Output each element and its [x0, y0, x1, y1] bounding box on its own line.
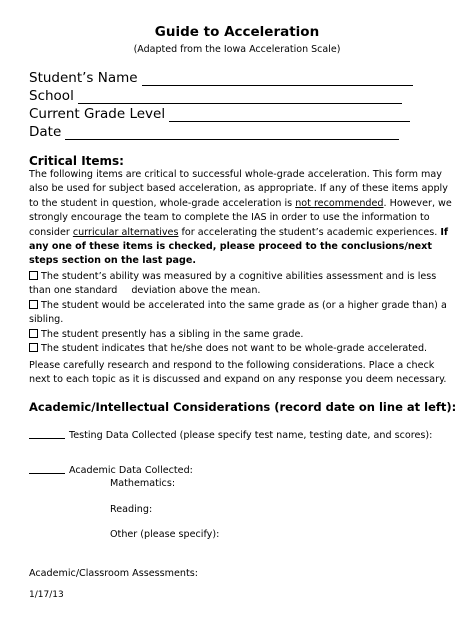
testing-data-row: [29, 429, 432, 441]
intro-text: . However, we: [383, 197, 452, 209]
academic-date-line[interactable]: [29, 464, 65, 474]
intro-line: also be used for subject based acceleration, as appropriate. If any of these items apply: [29, 183, 448, 195]
checklist-item: [29, 342, 447, 356]
date-label: Date: [29, 124, 62, 140]
checklist-item: [29, 270, 447, 284]
checkbox[interactable]: [29, 271, 38, 280]
classroom-assessments-label: Academic/Classroom Assessments:: [29, 568, 198, 579]
intro-line: [29, 226, 447, 240]
testing-data-label: Testing Data Collected (please specify test name, testing date, and scores):: [69, 430, 433, 441]
grade-level-line[interactable]: [169, 109, 410, 122]
intro-text: consider: [29, 226, 73, 238]
school-label: School: [29, 88, 74, 104]
mathematics-label: Mathematics:: [110, 478, 176, 489]
school-field[interactable]: [29, 88, 402, 104]
date-line[interactable]: [65, 127, 399, 140]
intro-text: for accelerating the student’s academic experiences.: [178, 226, 441, 238]
checklist-item-text: The student indicates that he/she does not want to be whole-grade accelerated.: [41, 343, 428, 355]
intro-line: [29, 197, 452, 211]
considerations-line: Please carefully research and respond to the following considerations. Place a check: [29, 360, 435, 371]
checklist-item: [29, 328, 447, 342]
grade-level-field[interactable]: [29, 106, 410, 122]
checklist-item-text: deviation above the mean.: [131, 285, 261, 297]
testing-date-line[interactable]: [29, 429, 65, 439]
checklist-item: [29, 299, 447, 313]
critical-items-heading: Critical Items:: [29, 154, 124, 168]
school-line[interactable]: [78, 91, 402, 104]
student-name-field[interactable]: [29, 70, 413, 86]
checklist-item-text: than one standard: [29, 285, 118, 297]
checklist-item-text: The student’s ability was measured by a cognitive abilities assessment and is less: [41, 271, 437, 282]
intro-bold-line: any one of these items is checked, please proceed to the conclusions/next: [29, 241, 432, 253]
other-label: Other (please specify):: [110, 529, 220, 540]
intro-bold-line: steps section on the last page.: [29, 255, 197, 267]
footer-date: 1/17/13: [29, 590, 64, 600]
academic-heading: Academic/Intellectual Considerations (record date on line at left):: [29, 400, 457, 414]
document-subtitle: (Adapted from the Iowa Acceleration Scale): [133, 44, 341, 55]
not-recommended-text: not recommended: [295, 197, 384, 209]
checklist-item-continuation: sibling.: [29, 314, 64, 326]
intro-line: strongly encourage the team to complete the IAS in order to use the information to: [29, 212, 430, 224]
critical-intro-paragraph: [29, 168, 452, 269]
academic-data-row: [29, 464, 193, 476]
checklist-item-continuation: [29, 284, 447, 298]
checkbox[interactable]: [29, 300, 38, 309]
considerations-paragraph: [29, 359, 447, 388]
student-name-line[interactable]: [142, 73, 413, 86]
checklist-item-text: The student presently has a sibling in the same grade.: [41, 328, 304, 340]
grade-level-label: Current Grade Level: [29, 106, 166, 122]
reading-label: Reading:: [110, 504, 153, 515]
intro-bold-text: If: [440, 226, 449, 238]
curricular-alternatives-text: curricular alternatives: [72, 226, 179, 238]
checklist-item-text: The student would be accelerated into the same grade as (or a higher grade than) a: [41, 299, 447, 311]
checkbox[interactable]: [29, 329, 38, 338]
considerations-line: next to each topic as it is discussed and expand on any response you deem necessary.: [29, 374, 447, 386]
academic-data-label: Academic Data Collected:: [69, 465, 193, 476]
document-title: Guide to Acceleration: [154, 24, 320, 40]
critical-checklist: [29, 270, 447, 356]
intro-line: The following items are critical to successful whole-grade acceleration. This form may: [29, 169, 442, 180]
date-field[interactable]: [29, 124, 399, 140]
intro-text: to the student in question, whole-grade acceleration is: [29, 197, 296, 209]
student-name-label: Student’s Name: [29, 70, 138, 86]
checkbox[interactable]: [29, 343, 38, 352]
